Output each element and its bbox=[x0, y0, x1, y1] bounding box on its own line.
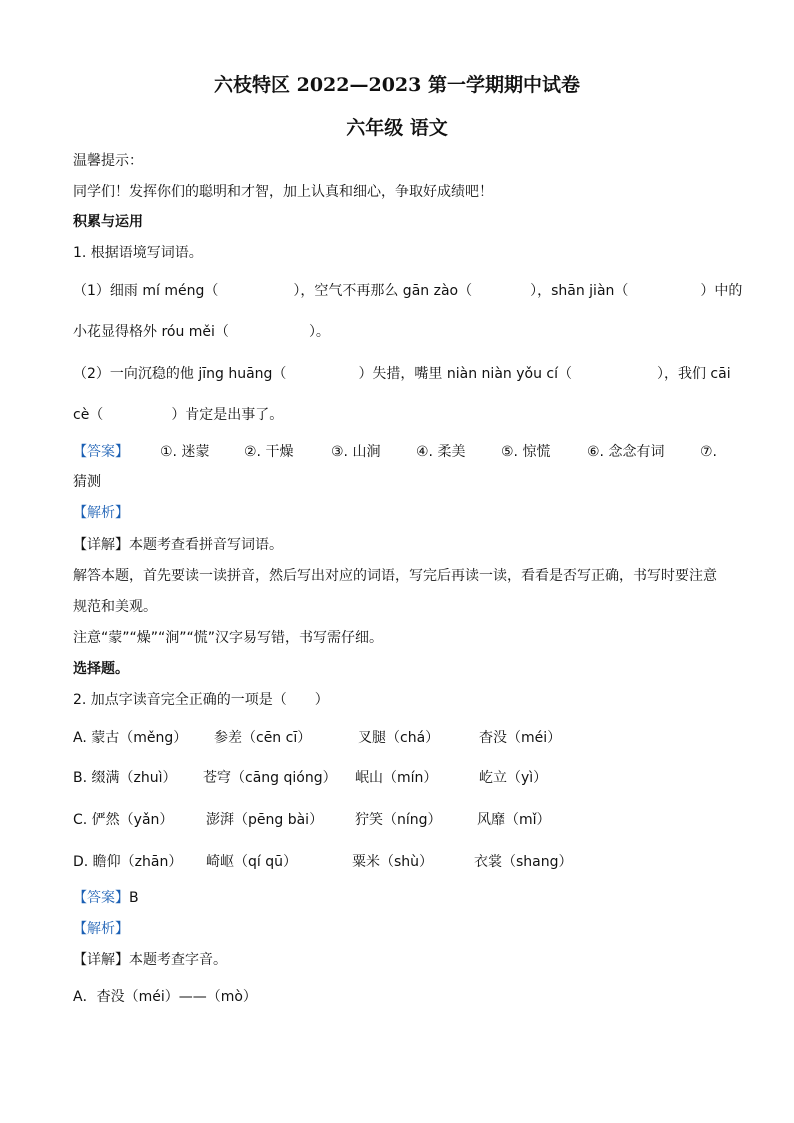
question-2-stem: 2. 加点字读音完全正确的一项是（ ） bbox=[73, 692, 329, 708]
section-heading-choice: 选择题。 bbox=[73, 661, 129, 677]
analysis-tag: 【解析】 bbox=[73, 921, 129, 937]
detail-text: 本题考查字音。 bbox=[129, 952, 227, 968]
q1-text: ）中的 bbox=[700, 283, 743, 299]
q1-text: ）肯定是出事了。 bbox=[171, 407, 284, 423]
answer-item: ④. 柔美 bbox=[416, 444, 466, 460]
analysis-tag: 【解析】 bbox=[73, 505, 129, 521]
option-a-word: 杳没（méi） bbox=[479, 730, 562, 746]
answer-item: ⑦. bbox=[700, 444, 718, 460]
question-1-part-1 bbox=[73, 281, 742, 301]
option-d-word: D. 瞻仰（zhān） bbox=[73, 854, 183, 870]
option-c-word: 澎湃（pēng bài） bbox=[206, 812, 324, 828]
option-d-word: 粟米（shù） bbox=[352, 854, 434, 870]
option-d-word: 崎岖（qí qū） bbox=[206, 854, 297, 870]
option-b-word: 苍穹（cāng qióng） bbox=[203, 770, 337, 786]
answer-continued: 猜测 bbox=[73, 474, 101, 490]
detail-tag: 【详解】 bbox=[73, 952, 129, 968]
q1-text: （1）细雨 mí méng（ bbox=[73, 283, 219, 299]
q1-text: ），空气不再那么 gān zào（ bbox=[293, 283, 473, 299]
option-b-word: 屹立（yì） bbox=[479, 770, 548, 786]
option-c-word: C. 俨然（yǎn） bbox=[73, 812, 174, 828]
question-2-answer bbox=[73, 888, 139, 908]
answer-item: ⑥. 念念有词 bbox=[587, 444, 665, 460]
q1-text: （2）一向沉稳的他 jīng huāng（ bbox=[73, 366, 287, 382]
answer-item: ⑤. 惊慌 bbox=[501, 444, 551, 460]
tip-label: 温馨提示： bbox=[73, 153, 143, 169]
answer-value: B bbox=[129, 890, 139, 906]
section-heading-accumulation: 积累与运用 bbox=[73, 214, 143, 230]
option-c-word: 风靡（mǐ） bbox=[477, 812, 551, 828]
correction-line-a: A．杳没（méi）——（mò） bbox=[73, 989, 257, 1005]
option-c-word: 狞笑（níng） bbox=[355, 812, 442, 828]
question-1-part-1-cont bbox=[73, 322, 330, 342]
q1-text: cè（ bbox=[73, 407, 104, 423]
question-1-part-2 bbox=[73, 364, 731, 384]
q1-text: ），shān jiàn（ bbox=[530, 283, 629, 299]
q1-text: ），我们 cāi bbox=[656, 366, 731, 382]
option-a-word: 叉腿（chá） bbox=[358, 730, 440, 746]
option-b-word: B. 缀满（zhuì） bbox=[73, 770, 177, 786]
detail-text: 本题考查看拼音写词语。 bbox=[129, 537, 283, 553]
tip-text: 同学们！发挥你们的聪明和才智，加上认真和细心，争取好成绩吧！ bbox=[73, 184, 493, 200]
explanation-line: 解答本题，首先要读一读拼音，然后写出对应的词语，写完后再读一读，看看是否写正确，书写时要注意 bbox=[73, 568, 717, 584]
option-a-word: A. 蒙古（měng） bbox=[73, 730, 188, 746]
option-b-word: 岷山（mín） bbox=[355, 770, 438, 786]
option-a-word: 参差（cēn cī） bbox=[214, 730, 312, 746]
exam-subtitle: 六年级 语文 bbox=[346, 117, 448, 139]
question-1-answer-row bbox=[73, 442, 723, 462]
question-1-part-2-cont bbox=[73, 405, 283, 425]
question-1-stem: 1. 根据语境写词语。 bbox=[73, 245, 203, 261]
note-line: 注意“蒙”“燥”“涧”“慌”汉字易写错，书写需仔细。 bbox=[73, 630, 384, 646]
answer-tag: 【答案】 bbox=[73, 890, 129, 906]
q1-text: 小花显得格外 róu měi（ bbox=[73, 324, 229, 340]
answer-item: ②. 干燥 bbox=[244, 444, 294, 460]
exam-title: 六枝特区 2022—2023 第一学期期中试卷 bbox=[214, 74, 580, 96]
answer-item: ①. 迷蒙 bbox=[160, 444, 210, 460]
detail-line bbox=[73, 950, 227, 970]
q1-text: ）失措，嘴里 niàn niàn yǒu cí（ bbox=[358, 366, 572, 382]
answer-tag: 【答案】 bbox=[73, 444, 129, 460]
answer-item: ③. 山涧 bbox=[331, 444, 381, 460]
q1-text: ）。 bbox=[308, 324, 330, 340]
detail-line bbox=[73, 535, 283, 555]
detail-tag: 【详解】 bbox=[73, 537, 129, 553]
option-d-word: 衣裳（shang） bbox=[474, 854, 573, 870]
explanation-line: 规范和美观。 bbox=[73, 599, 157, 615]
